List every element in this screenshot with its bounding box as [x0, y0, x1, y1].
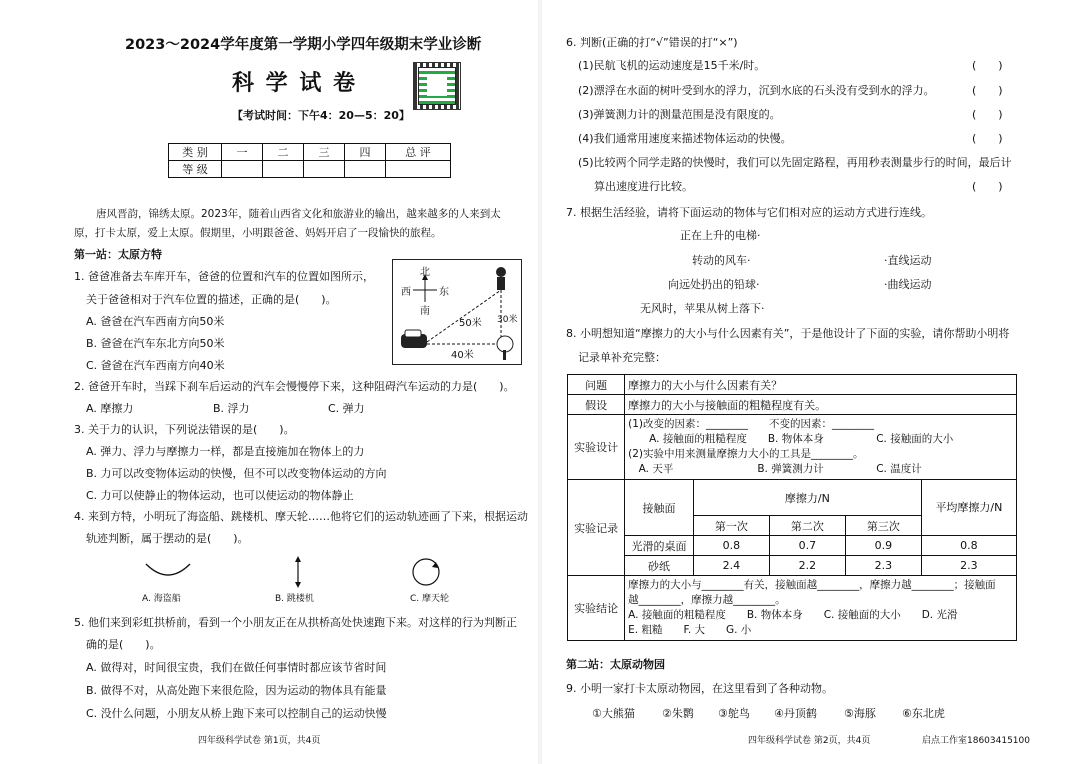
option-a: A. 海盗船 — [142, 594, 181, 604]
row-content: 摩擦力的大小与什么因素有关？ — [625, 375, 1017, 395]
experiment-table — [567, 374, 1017, 641]
question-text: 关于爸爸相对于汽车位置的描述，正确的是( )。 — [86, 293, 337, 306]
grade-cell: 一 — [222, 144, 263, 161]
grade-cell: 三 — [304, 144, 345, 161]
position-diagram — [392, 259, 522, 365]
grade-cell: 二 — [263, 144, 304, 161]
intro-line: 原，打卡太原，爱上太原。假期里，小明跟爸爸、妈妈开启了一段愉快的旅程。 — [74, 227, 442, 239]
option-a: A. 摩擦力 — [86, 402, 134, 415]
match-left[interactable]: 转动的风车· — [692, 254, 751, 267]
subject-title: 科 学 试 卷 — [232, 71, 357, 96]
compass-south: 南 — [420, 306, 430, 317]
trial-header: 第三次 — [845, 516, 921, 536]
option-b: B. 做得不对，从高处跑下来很危险，因为运动的物体具有能量 — [86, 684, 387, 697]
option-c: C. 摩天轮 — [410, 594, 450, 604]
match-right[interactable]: ·直线运动 — [884, 254, 932, 267]
surface-name: 砂纸 — [625, 556, 694, 576]
question-text: 1. 爸爸准备去车库开车，爸爸的位置和汽车的位置如图所示， — [74, 270, 374, 283]
match-left[interactable]: 向远处扔出的铅球· — [668, 278, 760, 291]
row-content: 摩擦力的大小与接触面的粗糙程度有关。 — [625, 395, 1017, 415]
option-b: B. 跳楼机 — [275, 594, 314, 604]
grade-input-cell[interactable] — [304, 161, 345, 178]
answer-paren[interactable]: ( ) — [972, 132, 1003, 145]
design-line: A. 接触面的粗糙程度 B. 物体本身 C. 接触面的大小 — [628, 433, 954, 445]
question-text: 6. 判断(正确的打“√”错误的打“×”) — [566, 36, 738, 49]
answer-paren[interactable]: ( ) — [972, 108, 1003, 121]
design-line: A. 天平 B. 弹簧测力计 C. 温度计 — [628, 463, 922, 475]
option-b: B. 浮力 — [213, 402, 250, 415]
judge-item: (5)比较两个同学走路的快慢时，我们可以先固定路程，再用秒表测量步行的时间，最后计 — [578, 156, 1012, 169]
match-right[interactable]: ·曲线运动 — [884, 278, 932, 291]
question-text: 记录单补充完整： — [578, 351, 666, 364]
page-footer: 四年级科学试卷 第2页，共4页 — [748, 736, 871, 746]
grade-cell: 四 — [345, 144, 386, 161]
answer-paren[interactable]: ( ) — [972, 59, 1003, 72]
row-label: 实验设计 — [568, 415, 625, 480]
exam-title: 2023～2024学年度第一学期小学四年级期末学业诊断 — [125, 37, 482, 53]
qr-code-icon — [413, 62, 461, 110]
value-cell: 2.2 — [769, 556, 845, 576]
animal-item: ②朱鹮 — [662, 707, 694, 720]
swing-path-icon — [146, 564, 190, 575]
row-label: 实验记录 — [568, 480, 625, 576]
animal-item: ⑤海豚 — [844, 707, 876, 720]
conclusion-line: E. 粗糙 F. 大 G. 小 — [628, 624, 752, 636]
judge-item: (4)我们通常用速度来描述物体运动的快慢。 — [578, 132, 792, 145]
question-text: 3. 关于力的认识，下列说法错误的是( )。 — [74, 423, 295, 436]
value-cell: 0.9 — [845, 536, 921, 556]
option-b: B. 爸爸在汽车东北方向50米 — [86, 337, 225, 350]
studio-credit: 启点工作室18603415100 — [922, 736, 1030, 746]
col-header: 平均摩擦力/N — [921, 480, 1016, 536]
question-text: 2. 爸爸开车时，当踩下刹车后运动的汽车会慢慢停下来，这种阻碍汽车运动的力是( )。 — [74, 380, 515, 393]
station-title: 第二站：太原动物园 — [566, 658, 665, 671]
judge-item: (3)弹簧测力计的测量范围是没有限度的。 — [578, 108, 781, 121]
answer-paren[interactable]: ( ) — [972, 180, 1003, 193]
trial-header: 第二次 — [769, 516, 845, 536]
surface-name: 光滑的桌面 — [625, 536, 694, 556]
conclusion-line[interactable]: 摩擦力的大小与________有关，接触面越________，摩擦力越________；接触面 — [628, 579, 996, 591]
row-label: 假设 — [568, 395, 625, 415]
compass-north: 北 — [420, 267, 430, 278]
conclusion-line[interactable]: 越________，摩擦力越________。 — [628, 594, 786, 606]
grade-input-cell[interactable] — [345, 161, 386, 178]
grade-input-cell[interactable] — [263, 161, 304, 178]
station-title: 第一站：太原方特 — [74, 248, 162, 261]
distance-label: 30米 — [497, 315, 518, 325]
row-label: 实验结论 — [568, 576, 625, 641]
grade-cell: 等 级 — [169, 161, 222, 178]
value-cell: 0.8 — [693, 536, 769, 556]
value-cell: 0.7 — [769, 536, 845, 556]
judge-item: 算出速度进行比较。 — [594, 180, 693, 193]
circle-path-icon — [413, 559, 439, 585]
design-line[interactable]: (1)改变的因素：________ 不变的因素：________ — [628, 418, 875, 430]
animal-item: ①大熊猫 — [592, 707, 635, 720]
grade-input-cell[interactable] — [222, 161, 263, 178]
question-text: 8. 小明想知道“摩擦力的大小与什么因素有关”，于是他设计了下面的实验，请你帮助小明将 — [566, 327, 1010, 340]
conclusion-line: A. 接触面的粗糙程度 B. 物体本身 C. 接触面的大小 D. 光滑 — [628, 609, 958, 621]
question-text: 4. 来到方特，小明玩了海盗船、跳楼机、摩天轮……他将它们的运动轨迹画了下来，根据运动 — [74, 510, 528, 523]
distance-label: 50米 — [459, 318, 482, 329]
answer-paren[interactable]: ( ) — [972, 84, 1003, 97]
exam-time: 【考试时间：下午4：20—5：20】 — [232, 109, 410, 122]
trial-header: 第一次 — [693, 516, 769, 536]
col-header: 摩擦力/N — [693, 480, 921, 516]
grade-table — [168, 143, 451, 178]
option-a: A. 弹力、浮力与摩擦力一样，都是直接施加在物体上的力 — [86, 445, 365, 458]
col-header: 接触面 — [625, 480, 694, 536]
option-b: B. 力可以改变物体运动的快慢，但不可以改变物体运动的方向 — [86, 467, 387, 480]
intro-line: 唐风晋韵，锦绣太原。2023年，随着山西省文化和旅游业的输出，越来越多的人来到太 — [96, 208, 501, 220]
judge-item: (2)漂浮在水面的树叶受到水的浮力，沉到水底的石头没有受到水的浮力。 — [578, 84, 935, 97]
question-text: 9. 小明一家打卡太原动物园，在这里看到了各种动物。 — [566, 682, 833, 695]
animal-item: ④丹顶鹤 — [774, 707, 817, 720]
animal-item: ③鸵鸟 — [718, 707, 750, 720]
avg-cell: 0.8 — [921, 536, 1016, 556]
option-a: A. 做得对，时间很宝贵，我们在做任何事情时都应该节省时间 — [86, 661, 387, 674]
grade-cell: 总 评 — [386, 144, 451, 161]
motion-paths — [140, 556, 470, 590]
option-c: C. 没什么问题，小朋友从桥上跑下来可以控制自己的运动快慢 — [86, 707, 387, 720]
question-text: 5. 他们来到彩虹拱桥前，看到一个小朋友正在从拱桥高处快速跑下来。对这样的行为判断正 — [74, 616, 517, 629]
question-text: 轨迹判断，属于摆动的是( )。 — [86, 532, 249, 545]
page-fold — [538, 0, 542, 764]
question-text: 7. 根据生活经验，请将下面运动的物体与它们相对应的运动方式进行连线。 — [566, 206, 932, 219]
option-c: C. 弹力 — [328, 402, 365, 415]
animal-item: ⑥东北虎 — [902, 707, 945, 720]
row-label: 问题 — [568, 375, 625, 395]
avg-cell: 2.3 — [921, 556, 1016, 576]
compass-east: 东 — [439, 287, 449, 298]
option-c: C. 爸爸在汽车西南方向40米 — [86, 359, 225, 372]
grade-input-cell[interactable] — [386, 161, 451, 178]
grade-cell: 类 别 — [169, 144, 222, 161]
design-line[interactable]: (2)实验中用来测量摩擦力大小的工具是________。 — [628, 448, 864, 460]
match-left[interactable]: 无风时，苹果从树上落下· — [640, 302, 765, 315]
page-footer: 四年级科学试卷 第1页，共4页 — [198, 736, 321, 746]
compass-west: 西 — [401, 287, 411, 298]
match-left[interactable]: 正在上升的电梯· — [680, 229, 761, 242]
question-text: 确的是( )。 — [86, 638, 161, 651]
option-a: A. 爸爸在汽车西南方向50米 — [86, 315, 225, 328]
option-c: C. 力可以使静止的物体运动，也可以使运动的物体静止 — [86, 489, 354, 502]
value-cell: 2.4 — [693, 556, 769, 576]
distance-label: 40米 — [451, 350, 474, 361]
judge-item: (1)民航飞机的运动速度是15千米/时。 — [578, 59, 766, 72]
value-cell: 2.3 — [845, 556, 921, 576]
